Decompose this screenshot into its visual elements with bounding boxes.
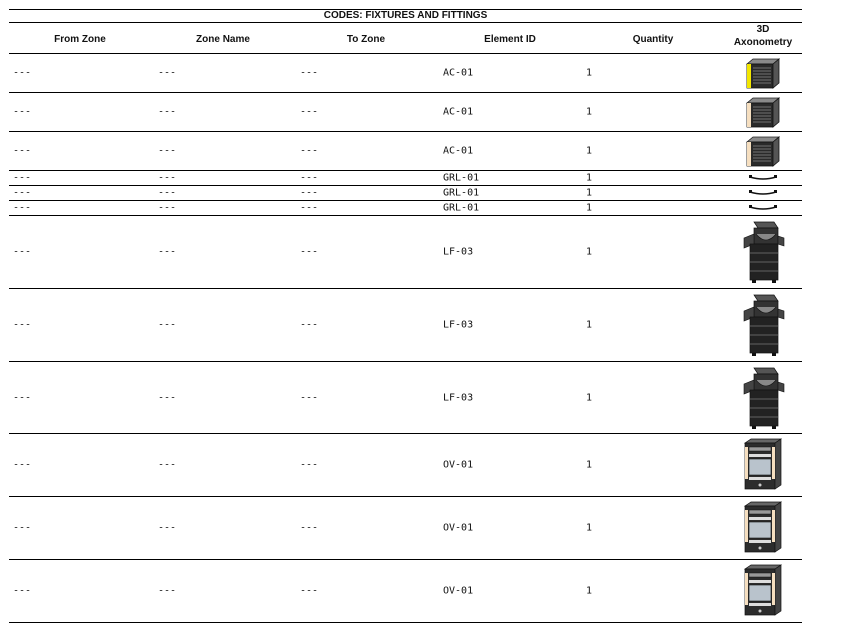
header-quantity: Quantity bbox=[632, 34, 674, 45]
from-zone-cell: --- bbox=[13, 522, 32, 534]
quantity-cell: 1 bbox=[586, 585, 593, 597]
to-zone-cell: --- bbox=[300, 172, 319, 184]
to-zone-cell: --- bbox=[300, 145, 319, 157]
zone-name-cell: --- bbox=[158, 319, 177, 331]
header-zone-name: Zone Name bbox=[196, 34, 250, 45]
element-id-cell: AC-01 bbox=[443, 106, 474, 118]
air-conditioner-icon bbox=[721, 56, 805, 90]
element-id-cell: AC-01 bbox=[443, 145, 474, 157]
to-zone-cell: --- bbox=[300, 246, 319, 258]
quantity-cell: 1 bbox=[586, 459, 593, 471]
table-row bbox=[9, 560, 802, 623]
from-zone-cell: --- bbox=[13, 585, 32, 597]
zone-name-cell: --- bbox=[158, 67, 177, 79]
element-id-cell: AC-01 bbox=[443, 67, 474, 79]
to-zone-cell: --- bbox=[300, 187, 319, 199]
zone-name-cell: --- bbox=[158, 145, 177, 157]
from-zone-cell: --- bbox=[13, 202, 32, 214]
grille-icon bbox=[721, 189, 805, 197]
quantity-cell: 1 bbox=[586, 187, 593, 199]
table-row bbox=[9, 434, 802, 497]
quantity-cell: 1 bbox=[586, 319, 593, 331]
grille-icon bbox=[721, 204, 805, 212]
copier-icon bbox=[721, 293, 805, 357]
air-conditioner-icon bbox=[721, 95, 805, 129]
to-zone-cell: --- bbox=[300, 202, 319, 214]
zone-name-cell: --- bbox=[158, 522, 177, 534]
oven-icon bbox=[721, 500, 805, 556]
quantity-cell: 1 bbox=[586, 106, 593, 118]
zone-name-cell: --- bbox=[158, 202, 177, 214]
element-id-cell: LF-03 bbox=[443, 246, 474, 258]
header-element-id: Element ID bbox=[484, 34, 536, 45]
grille-icon bbox=[721, 174, 805, 182]
table-row bbox=[9, 289, 802, 362]
to-zone-cell: --- bbox=[300, 67, 319, 79]
header-3d-axonometry bbox=[721, 23, 805, 49]
table-row bbox=[9, 186, 802, 201]
from-zone-cell: --- bbox=[13, 319, 32, 331]
to-zone-cell: --- bbox=[300, 319, 319, 331]
element-id-cell: GRL-01 bbox=[443, 202, 480, 214]
quantity-cell: 1 bbox=[586, 67, 593, 79]
zone-name-cell: --- bbox=[158, 392, 177, 403]
table-row bbox=[9, 132, 802, 171]
quantity-cell: 1 bbox=[586, 145, 593, 157]
quantity-cell: 1 bbox=[586, 172, 593, 184]
from-zone-cell: --- bbox=[13, 172, 32, 184]
table-row bbox=[9, 362, 802, 434]
header-axo-line2: Axonometry bbox=[733, 37, 793, 48]
header-to-zone: To Zone bbox=[346, 34, 386, 45]
to-zone-cell: --- bbox=[300, 459, 319, 471]
table-row bbox=[9, 54, 802, 93]
element-id-cell: LF-03 bbox=[443, 392, 474, 403]
from-zone-cell: --- bbox=[13, 187, 32, 199]
oven-icon bbox=[721, 563, 805, 619]
copier-icon bbox=[721, 220, 805, 284]
element-id-cell: GRL-01 bbox=[443, 172, 480, 184]
table-row bbox=[9, 171, 802, 186]
element-id-cell: OV-01 bbox=[443, 522, 474, 534]
oven-icon bbox=[721, 437, 805, 493]
air-conditioner-icon bbox=[721, 134, 805, 168]
element-id-cell: LF-03 bbox=[443, 319, 474, 331]
from-zone-cell: --- bbox=[13, 392, 32, 403]
from-zone-cell: --- bbox=[13, 67, 32, 79]
table-row bbox=[9, 93, 802, 132]
schedule-header bbox=[9, 23, 802, 54]
to-zone-cell: --- bbox=[300, 392, 319, 403]
schedule-body bbox=[9, 54, 802, 623]
copier-icon bbox=[721, 366, 805, 430]
fixtures-schedule bbox=[9, 9, 802, 623]
zone-name-cell: --- bbox=[158, 106, 177, 118]
zone-name-cell: --- bbox=[158, 585, 177, 597]
element-id-cell: GRL-01 bbox=[443, 187, 480, 199]
element-id-cell: OV-01 bbox=[443, 585, 474, 597]
from-zone-cell: --- bbox=[13, 145, 32, 157]
to-zone-cell: --- bbox=[300, 106, 319, 118]
quantity-cell: 1 bbox=[586, 392, 593, 403]
table-row bbox=[9, 201, 802, 216]
from-zone-cell: --- bbox=[13, 106, 32, 118]
zone-name-cell: --- bbox=[158, 187, 177, 199]
schedule-title: CODES: FIXTURES AND FITTINGS bbox=[9, 9, 802, 23]
table-row bbox=[9, 216, 802, 289]
from-zone-cell: --- bbox=[13, 246, 32, 258]
to-zone-cell: --- bbox=[300, 522, 319, 534]
quantity-cell: 1 bbox=[586, 202, 593, 214]
to-zone-cell: --- bbox=[300, 585, 319, 597]
header-from-zone: From Zone bbox=[54, 34, 106, 45]
quantity-cell: 1 bbox=[586, 522, 593, 534]
zone-name-cell: --- bbox=[158, 459, 177, 471]
quantity-cell: 1 bbox=[586, 246, 593, 258]
element-id-cell: OV-01 bbox=[443, 459, 474, 471]
zone-name-cell: --- bbox=[158, 172, 177, 184]
table-row bbox=[9, 497, 802, 560]
from-zone-cell: --- bbox=[13, 459, 32, 471]
header-axo-line1: 3D bbox=[756, 24, 770, 35]
zone-name-cell: --- bbox=[158, 246, 177, 258]
